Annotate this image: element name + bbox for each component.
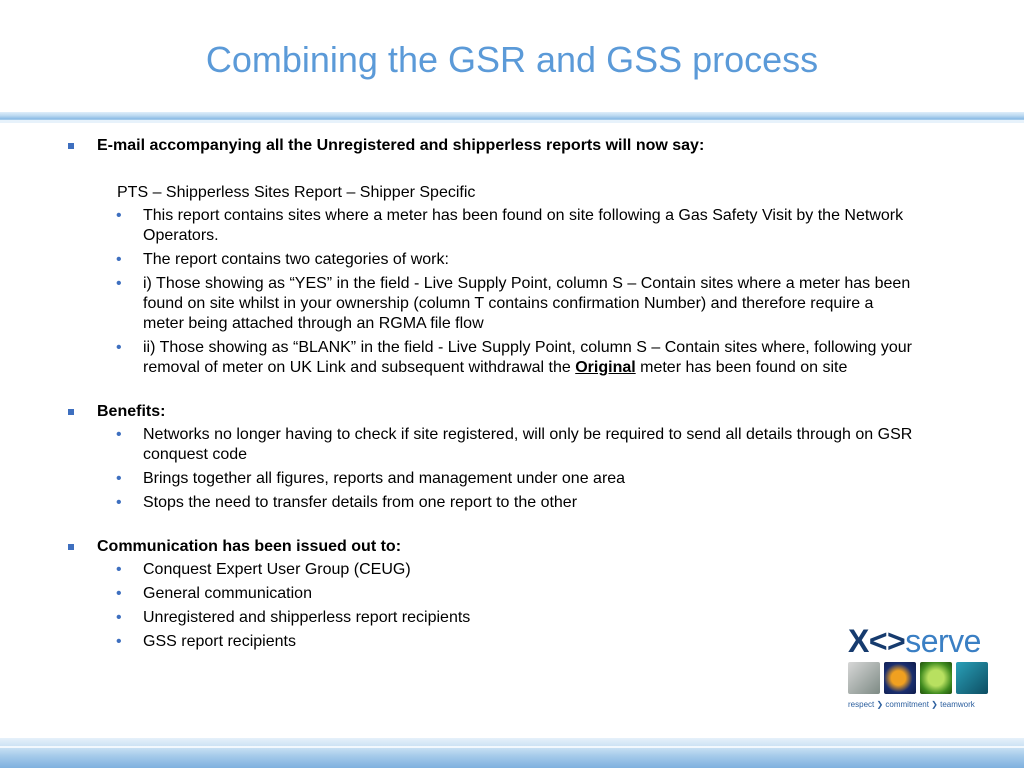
list-item: • Brings together all figures, reports and management under one area [116,470,626,487]
green-globe-photo-icon [920,662,952,694]
section-heading: Communication has been issued out to: [97,538,402,555]
bullet-dot-icon: • [116,275,122,292]
list-item: • Stops the need to transfer details from one report to the other [116,494,578,511]
emphasis-original: Original [575,359,636,376]
email-bullet-list [62,206,922,378]
bullet-dot-icon: • [116,633,122,650]
list-item: • Conquest Expert User Group (CEUG) [116,561,411,578]
communication-bullet-list [62,560,922,652]
list-item: • This report contains sites where a meter has been found on site following a Gas Safety Visit by the Network Operators. [116,207,904,244]
gas-flame-photo-icon [884,662,916,694]
bullet-dot-icon: • [116,339,122,356]
bullet-dot-icon: • [116,470,122,487]
list-item: • Unregistered and shipperless report recipients [116,609,471,626]
keyboard-photo-icon [848,662,880,694]
footer-band [0,738,1024,768]
bullet-dot-icon: • [116,426,122,443]
bullet-dot-icon: • [116,585,122,602]
section-communication [62,537,922,557]
logo-mark: X<> [848,623,906,659]
xoserve-logo [848,624,1004,720]
section-email [62,136,922,156]
list-item: • GSS report recipients [116,633,296,650]
logo-image-tiles [848,662,1004,694]
list-item: • ii) Those showing as “BLANK” in the field - Live Supply Point, column S – Contain sites where, following your removal of meter on UK Link and subsequent withdrawal the Original meter has been found on site [116,339,912,376]
square-bullet-icon [68,409,74,415]
list-item: • i) Those showing as “YES” in the field - Live Supply Point, column S – Contain sites where a meter has been found on site whilst in your ownership (column T contains confirmation Number) and therefore require a meter being attached through an RGMA file flow [116,275,911,332]
list-item: • The report contains two categories of work: [116,251,449,268]
report-name: PTS – Shipperless Sites Report – Shipper Specific [117,184,476,201]
square-bullet-icon [68,143,74,149]
benefits-bullet-list [62,425,922,513]
title-divider [0,112,1024,121]
slide-body [62,136,922,656]
bullet-dot-icon: • [116,609,122,626]
list-item: • General communication [116,585,312,602]
slide-title: Combining the GSR and GSS process [205,39,819,80]
logo-wordmark [848,624,1004,658]
bullet-dot-icon: • [116,207,122,224]
bullet-dot-icon: • [116,494,122,511]
bullet-dot-icon: • [116,561,122,578]
section-heading: E-mail accompanying all the Unregistered and shipperless reports will now say: [97,137,705,154]
network-photo-icon [956,662,988,694]
logo-tagline: respect ❯ commitment ❯ teamwork [848,700,975,709]
section-benefits [62,402,922,422]
square-bullet-icon [68,544,74,550]
logo-word: serve [905,623,981,659]
bullet-dot-icon: • [116,251,122,268]
list-item: • Networks no longer having to check if site registered, will only be required to send all details through on GSR conquest code [116,426,913,463]
section-heading: Benefits: [97,403,166,420]
